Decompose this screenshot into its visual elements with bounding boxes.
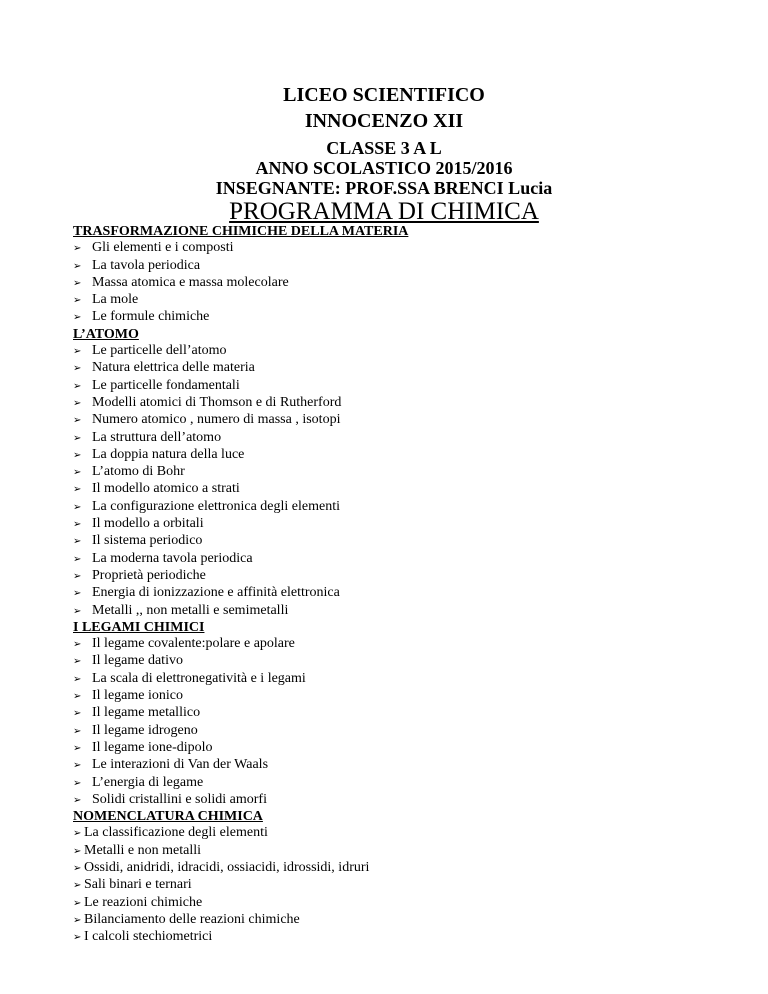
list-item: ➢ La tavola periodica [73, 258, 713, 275]
arrow-bullet-icon: ➢ [73, 397, 82, 409]
arrow-bullet-icon: ➢ [73, 312, 82, 324]
arrow-bullet-icon: ➢ [73, 897, 82, 909]
section-heading-atomo: L’ATOMO [73, 326, 139, 342]
arrow-bullet-icon: ➢ [73, 570, 82, 582]
school-year: ANNO SCOLASTICO 2015/2016 [255, 158, 513, 178]
list-item: ➢ La doppia natura della luce [73, 447, 713, 464]
list-item: ➢ Numero atomico , numero di massa , isotopi [73, 412, 713, 429]
list-item: ➢ Il legame idrogeno [73, 723, 713, 740]
arrow-bullet-icon: ➢ [73, 794, 82, 806]
section-list-atomo [73, 343, 713, 620]
arrow-bullet-icon: ➢ [73, 449, 82, 461]
arrow-bullet-icon: ➢ [73, 415, 82, 427]
list-item: ➢ Il modello atomico a strati [73, 481, 713, 498]
list-item: ➢ La configurazione elettronica degli elementi [73, 499, 713, 516]
list-item: ➢ Proprietà periodiche [73, 568, 713, 585]
arrow-bullet-icon: ➢ [73, 828, 82, 840]
arrow-bullet-icon: ➢ [73, 932, 82, 944]
arrow-bullet-icon: ➢ [73, 880, 82, 892]
list-item: ➢ Il modello a orbitali [73, 516, 713, 533]
list-item: ➢ Il sistema periodico [73, 533, 713, 550]
arrow-bullet-icon: ➢ [73, 760, 82, 772]
list-item: ➢ La scala di elettronegatività e i legami [73, 671, 713, 688]
arrow-bullet-icon: ➢ [73, 277, 82, 289]
list-item: ➢ La classificazione degli elementi [73, 825, 713, 842]
list-item: ➢ Il legame covalente:polare e apolare [73, 636, 713, 653]
school-name-line2: INNOCENZO XII [304, 110, 464, 132]
list-item: ➢ Le reazioni chimiche [73, 895, 713, 912]
arrow-bullet-icon: ➢ [73, 708, 82, 720]
document-header [0, 84, 768, 226]
list-item: ➢ Il legame metallico [73, 705, 713, 722]
list-item: ➢ Ossidi, anidridi, idracidi, ossiacidi, idrossidi, idruri [73, 860, 713, 877]
section-heading-nomenclatura: NOMENCLATURA CHIMICA [73, 809, 263, 825]
arrow-bullet-icon: ➢ [73, 691, 82, 703]
list-item: ➢ Modelli atomici di Thomson e di Rutherford [73, 395, 713, 412]
arrow-bullet-icon: ➢ [73, 295, 82, 307]
list-item: ➢ La mole [73, 292, 713, 309]
list-item: ➢ Bilanciamento delle reazioni chimiche [73, 912, 713, 929]
arrow-bullet-icon: ➢ [73, 536, 82, 548]
list-item: ➢ La moderna tavola periodica [73, 551, 713, 568]
arrow-bullet-icon: ➢ [73, 467, 82, 479]
list-item: ➢ Il legame ionico [73, 688, 713, 705]
arrow-bullet-icon: ➢ [73, 243, 82, 255]
list-item: ➢ La struttura dell’atomo [73, 430, 713, 447]
school-name-line1: LICEO SCIENTIFICO [283, 84, 485, 106]
arrow-bullet-icon: ➢ [73, 553, 82, 565]
list-item: ➢ Le interazioni di Van der Waals [73, 757, 713, 774]
list-item: ➢ Metalli ,, non metalli e semimetalli [73, 603, 713, 620]
list-item: ➢ Solidi cristallini e solidi amorfi [73, 792, 713, 809]
list-item: ➢ Natura elettrica delle materia [73, 360, 713, 377]
arrow-bullet-icon: ➢ [73, 673, 82, 685]
section-list-nomenclatura [73, 825, 713, 946]
arrow-bullet-icon: ➢ [73, 605, 82, 617]
arrow-bullet-icon: ➢ [73, 725, 82, 737]
arrow-bullet-icon: ➢ [73, 380, 82, 392]
arrow-bullet-icon: ➢ [73, 501, 82, 513]
arrow-bullet-icon: ➢ [73, 519, 82, 531]
arrow-bullet-icon: ➢ [73, 742, 82, 754]
list-item: ➢ Le particelle dell’atomo [73, 343, 713, 360]
arrow-bullet-icon: ➢ [73, 639, 82, 651]
list-item: ➢ Le particelle fondamentali [73, 378, 713, 395]
arrow-bullet-icon: ➢ [73, 432, 82, 444]
arrow-bullet-icon: ➢ [73, 656, 82, 668]
arrow-bullet-icon: ➢ [73, 484, 82, 496]
document-title: PROGRAMMA DI CHIMICA [229, 198, 539, 225]
section-heading-legami: I LEGAMI CHIMICI [73, 619, 205, 635]
list-item: ➢ Sali binari e ternari [73, 877, 713, 894]
list-item: ➢ Massa atomica e massa molecolare [73, 275, 713, 292]
list-item: ➢ Energia di ionizzazione e affinità elettronica [73, 585, 713, 602]
teacher-label: INSEGNANTE: PROF.SSA BRENCI Lucia [215, 178, 553, 198]
arrow-bullet-icon: ➢ [73, 588, 82, 600]
list-item: ➢ Le formule chimiche [73, 309, 713, 326]
arrow-bullet-icon: ➢ [73, 862, 82, 874]
list-item: ➢ Il legame dativo [73, 653, 713, 670]
list-item: ➢ Metalli e non metalli [73, 843, 713, 860]
list-item: ➢ Il legame ione-dipolo [73, 740, 713, 757]
section-list-legami [73, 636, 713, 809]
arrow-bullet-icon: ➢ [73, 346, 82, 358]
arrow-bullet-icon: ➢ [73, 914, 82, 926]
list-item: ➢ L’energia di legame [73, 775, 713, 792]
class-label: CLASSE 3 A L [326, 138, 442, 158]
section-heading-trasformazione: TRASFORMAZIONE CHIMICHE DELLA MATERIA [73, 224, 409, 239]
program-content [73, 224, 713, 946]
section-list-trasformazione [73, 240, 713, 326]
list-item: ➢ I calcoli stechiometrici [73, 929, 713, 946]
arrow-bullet-icon: ➢ [73, 260, 82, 272]
arrow-bullet-icon: ➢ [73, 845, 82, 857]
list-item: ➢ Gli elementi e i composti [73, 240, 713, 257]
list-item: ➢ L’atomo di Bohr [73, 464, 713, 481]
arrow-bullet-icon: ➢ [73, 363, 82, 375]
arrow-bullet-icon: ➢ [73, 777, 82, 789]
